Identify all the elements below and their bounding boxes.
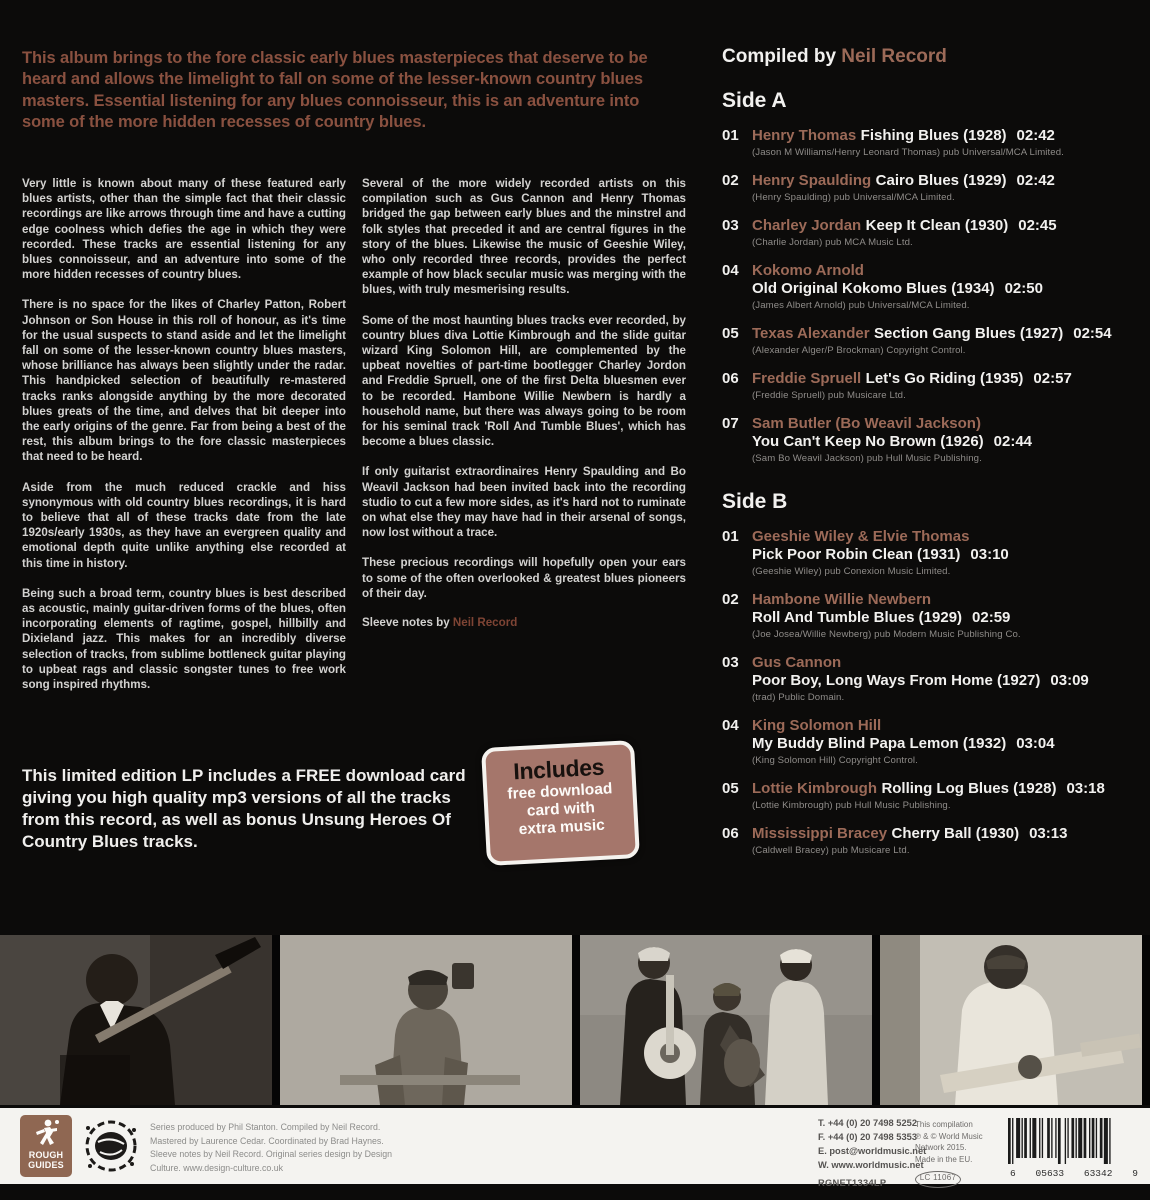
- liner-paragraph: Several of the more widely recorded artists on this compilation such as Gus Cannon and Henry Thomas bridged the gap between early blues and the minstrel and folk styles that preceded it and are central figures in the story of the blues. Likewise the music of Geeshie Wiley, who only recorded three records, provides the perfect example of how black secular music was merging with the blues, with truly mesmerising results.: [362, 177, 686, 297]
- lc-label-code: LC 11067: [915, 1171, 961, 1188]
- contact-line: T. +44 (0) 20 7498 5252: [818, 1118, 917, 1128]
- badge-line: free download: [506, 780, 613, 803]
- world-music-network-stamp-icon: [80, 1114, 142, 1178]
- track-duration: 03:13: [1029, 825, 1068, 842]
- track-publisher: (Joe Josea/Willie Newberg) pub Modern Music Publishing Co.: [752, 629, 1021, 640]
- side-a-heading: Side A: [722, 89, 787, 112]
- track-duration: 02:44: [993, 433, 1033, 450]
- credits-line: Sleeve notes by Neil Record. Original series design by Design: [150, 1149, 393, 1160]
- compilation-note: [915, 1119, 983, 1188]
- track-number: 01: [722, 528, 739, 545]
- compilation-line: This compilation: [915, 1120, 973, 1129]
- barcode-digit-group: 63342: [1083, 1168, 1113, 1179]
- track-publisher: (trad) Public Domain.: [752, 692, 845, 703]
- track-title: Cairo Blues (1929): [875, 172, 1007, 189]
- track-info: [752, 262, 1148, 311]
- running-figure-icon: [26, 1119, 66, 1145]
- track-artist: Henry Spaulding: [752, 172, 872, 189]
- track-publisher: (Geeshie Wiley) pub Conexion Music Limited.: [752, 566, 951, 577]
- track-title: Cherry Ball (1930): [891, 825, 1020, 842]
- track-publisher: (King Solomon Hill) Copyright Control.: [752, 755, 918, 766]
- track-publisher: (Lottie Kimbrough) pub Hull Music Publishing.: [752, 800, 951, 811]
- side-b-tracks: [722, 528, 1148, 856]
- track-info: [752, 127, 1148, 158]
- track-publisher: (Henry Spaulding) pub Universal/MCA Limited.: [752, 192, 955, 203]
- liner-paragraph: If only guitarist extraordinaires Henry Spaulding and Bo Weavil Jackson had been invited back into the recording studio to cut a few more sides, as it's hard not to ruminate on what else they may have had in their arsenal of songs, now lost without a trace.: [362, 465, 686, 540]
- sleeve-notes-author: Neil Record: [452, 616, 518, 630]
- compilation-line: Made in the EU.: [915, 1154, 973, 1164]
- track-artist: Sam Butler (Bo Weavil Jackson): [752, 415, 981, 432]
- track-info: [752, 591, 1148, 640]
- track-publisher: (Jason M Williams/Henry Leonard Thomas) pub Universal/MCA Limited.: [752, 147, 1064, 158]
- free-download-badge: [481, 740, 640, 866]
- sleeve-notes-credit: [362, 616, 686, 629]
- barcode-digit-group: 05633: [1035, 1168, 1065, 1179]
- tracklist-column: [722, 46, 1148, 856]
- credits-line: Mastered by Laurence Cedar. Coordinated by Brad Haynes.: [150, 1135, 384, 1146]
- track-row: [722, 325, 1148, 356]
- track-number: 05: [722, 780, 739, 797]
- liner-paragraph: These precious recordings will hopefully open your ears to some of the often overlooked & greatest blues pioneers of their day.: [362, 556, 686, 600]
- track-duration: 03:09: [1050, 672, 1089, 689]
- barcode-digit-group: 6: [1010, 1168, 1016, 1179]
- track-row: [722, 717, 1148, 766]
- track-title: Roll And Tumble Blues (1929): [752, 609, 963, 626]
- photo-guitarist-dark-suit: [0, 935, 272, 1105]
- barcode-bars: [1006, 1118, 1142, 1164]
- liner-paragraph: Some of the most haunting blues tracks ever recorded, by country blues diva Lottie Kimbrough and the slide guitar wizard King Solomon Hill, are complemented by the upbeat novelties of part-time bootlegger Charley Jordon and Freddie Spruell, one of the first Delta bluesmen ever to be recorded. Hambone Willie Newbern is hardly a household name, but there was always going to be room for his seminal track 'Roll And Tumble Blues', which has become a blues classic.: [362, 313, 686, 449]
- track-artist: Freddie Spruell: [752, 370, 862, 387]
- track-duration: 02:54: [1073, 325, 1112, 342]
- track-row: [722, 780, 1148, 811]
- track-artist: Texas Alexander: [752, 325, 870, 342]
- rough-guides-wordmark-line1: ROUGH: [28, 1150, 64, 1160]
- liner-paragraph: Aside from the much reduced crackle and hiss synonymous with old country blues recordings, it is hard to believe that all of these tracks date from the late 1920s/early 1930s, as they have an evergreen quality and emotional depth quite unlike anything else recorded at this time in history.: [22, 480, 346, 570]
- track-title: Old Original Kokomo Blues (1934): [752, 280, 995, 297]
- liner-paragraph: Being such a broad term, country blues is best described as acoustic, mainly guitar-driven forms of the blues, often incorporating elements of ragtime, gospel, hillbilly and Dixieland jazz. This makes for an incredibly diverse selection of tracks, from sublime bottleneck guitar playing to upbeat rags and classic songster tunes to free work song inspired rhythms.: [22, 586, 346, 692]
- track-title: Keep It Clean (1930): [865, 217, 1009, 234]
- track-publisher: (Sam Bo Weavil Jackson) pub Hull Music Publishing.: [752, 453, 982, 464]
- track-duration: 02:50: [1004, 280, 1043, 297]
- track-number: 04: [722, 717, 739, 734]
- track-info: [752, 654, 1148, 703]
- side-a-tracks: [722, 127, 1148, 464]
- track-duration: 02:45: [1018, 217, 1057, 234]
- track-row: [722, 825, 1148, 856]
- track-row: [722, 591, 1148, 640]
- track-publisher: (Freddie Spruell) pub Musicare Ltd.: [752, 390, 906, 401]
- track-duration: 03:04: [1016, 735, 1055, 752]
- barcode: [1006, 1118, 1142, 1179]
- intro-blurb: This album brings to the fore classic early blues masterpieces that deserve to be heard and allows the limelight to fall on some of the lesser-known country blues masters. Essential listening for any blues connoisseur, this is an adventure into some of the more hidden recesses of country blues.: [22, 49, 648, 132]
- track-title: Pick Poor Robin Clean (1931): [752, 546, 961, 563]
- track-title: Section Gang Blues (1927): [874, 325, 1064, 342]
- photo-string-band-trio: [580, 935, 872, 1105]
- track-title: Rolling Log Blues (1928): [881, 780, 1057, 797]
- contact-line: E. post@worldmusic.net: [818, 1145, 927, 1156]
- track-number: 02: [722, 172, 739, 189]
- track-artist: Lottie Kimbrough: [752, 780, 877, 797]
- compiled-by-label: Compiled by: [722, 46, 837, 67]
- photo-guitarist-white-shirt: [880, 935, 1142, 1105]
- track-number: 06: [722, 825, 739, 842]
- barcode-digits: [1006, 1168, 1142, 1179]
- credits-line: Series produced by Phil Stanton. Compiled by Neil Record.: [150, 1122, 381, 1132]
- liner-notes-right-column: [362, 176, 686, 707]
- footer-bar: [0, 1108, 1150, 1188]
- credits-line: Culture. www.design-culture.co.uk: [150, 1162, 283, 1173]
- track-duration: 02:42: [1016, 127, 1055, 144]
- liner-paragraph: Very little is known about many of these featured early blues artists, other than the simple fact that their classic recordings are like arrows through time and have a cutting edge coolness which defies the age in which they were recorded. These tracks are essential listening for any blues connoisseur, and an adventure into some of the more hidden recesses of country blues.: [22, 177, 346, 282]
- download-card-note: This limited edition LP includes a FREE download card giving you high quality mp3 versions of all the tracks from this record, as well as bonus Unsung Heroes Of Country Blues tracks.: [22, 766, 466, 852]
- track-duration: 02:42: [1016, 172, 1055, 189]
- track-publisher: (Charlie Jordan) pub MCA Music Ltd.: [752, 237, 913, 248]
- track-number: 01: [722, 127, 739, 144]
- track-artist: Geeshie Wiley & Elvie Thomas: [752, 528, 970, 545]
- track-info: [752, 370, 1148, 401]
- track-publisher: (Alexander Alger/P Brockman) Copyright Control.: [752, 345, 966, 356]
- track-row: [722, 654, 1148, 703]
- liner-notes-left-column: [22, 176, 346, 707]
- track-artist: Mississippi Bracey: [752, 825, 888, 842]
- compiled-by-name: Neil Record: [841, 46, 947, 67]
- track-row: [722, 127, 1148, 158]
- track-info: [752, 172, 1148, 203]
- track-number: 05: [722, 325, 739, 342]
- track-artist: King Solomon Hill: [752, 717, 882, 734]
- track-artist: Gus Cannon: [752, 654, 842, 671]
- rough-guides-wordmark-line2: GUIDES: [28, 1160, 64, 1171]
- track-number: 03: [722, 654, 739, 671]
- track-duration: 03:18: [1066, 780, 1105, 797]
- badge-line: card with: [526, 799, 596, 820]
- sleeve-notes-label: Sleeve notes by: [362, 616, 450, 630]
- track-info: [752, 528, 1148, 577]
- track-title: Let's Go Riding (1935): [865, 370, 1024, 387]
- track-number: 04: [722, 262, 739, 279]
- compilation-line: Network 2015.: [915, 1143, 967, 1153]
- track-info: [752, 415, 1148, 464]
- track-artist: Charley Jordan: [752, 217, 862, 234]
- track-number: 02: [722, 591, 739, 608]
- track-info: [752, 780, 1148, 811]
- track-info: [752, 717, 1148, 766]
- liner-notes: [22, 176, 686, 707]
- track-number: 03: [722, 217, 739, 234]
- track-row: [722, 415, 1148, 464]
- rough-guides-logo: [20, 1115, 72, 1177]
- track-row: [722, 370, 1148, 401]
- badge-line: extra music: [518, 816, 606, 839]
- musician-photo-strip: [0, 935, 1150, 1105]
- badge-title: Includes: [512, 753, 605, 785]
- track-artist: Hambone Willie Newbern: [752, 591, 932, 608]
- track-publisher: (James Albert Arnold) pub Universal/MCA Limited.: [752, 300, 970, 311]
- track-info: [752, 217, 1148, 248]
- track-title: Fishing Blues (1928): [860, 127, 1007, 144]
- contact-block: [818, 1117, 926, 1191]
- production-credits: [150, 1121, 392, 1176]
- track-title: You Can't Keep No Brown (1926): [752, 433, 984, 450]
- track-row: [722, 528, 1148, 577]
- track-artist: Henry Thomas: [752, 127, 857, 144]
- track-title: Poor Boy, Long Ways From Home (1927): [752, 672, 1041, 689]
- compiled-by: [722, 46, 1148, 68]
- compilation-line: ℗ & © World Music: [915, 1131, 983, 1141]
- contact-line: F. +44 (0) 20 7498 5353: [818, 1131, 917, 1142]
- track-artist: Kokomo Arnold: [752, 262, 864, 279]
- track-title: My Buddy Blind Papa Lemon (1932): [752, 735, 1007, 752]
- track-row: [722, 172, 1148, 203]
- photo-seated-man-with-hat: [280, 935, 572, 1105]
- track-row: [722, 262, 1148, 311]
- side-b-heading: Side B: [722, 490, 788, 513]
- track-info: [752, 325, 1148, 356]
- track-duration: 03:10: [970, 546, 1009, 563]
- track-number: 06: [722, 370, 739, 387]
- track-info: [752, 825, 1148, 856]
- track-number: 07: [722, 415, 739, 432]
- contact-line: W. www.worldmusic.net: [818, 1159, 924, 1170]
- track-row: [722, 217, 1148, 248]
- liner-paragraph: There is no space for the likes of Charley Patton, Robert Johnson or Son House in this roll of honour, as it's time for the usual suspects to stand aside and let the limelight fall on some of the lesser-known country blues masters, whose brilliance has always been slightly under the radar. This handpicked selection of beautifully re-mastered tracks ranks alongside anything by the more decorated blues greats of the time, and delves that bit deeper into the early origins of the genre. Far from being a best of the rest, this album brings to the fore classic masterpieces that need to be heard.: [22, 298, 346, 464]
- barcode-digit-group: 9: [1132, 1168, 1138, 1179]
- track-duration: 02:57: [1033, 370, 1072, 387]
- track-duration: 02:59: [972, 609, 1011, 626]
- track-publisher: (Caldwell Bracey) pub Musicare Ltd.: [752, 845, 910, 856]
- catalog-number: RGNET1334LP: [818, 1177, 887, 1188]
